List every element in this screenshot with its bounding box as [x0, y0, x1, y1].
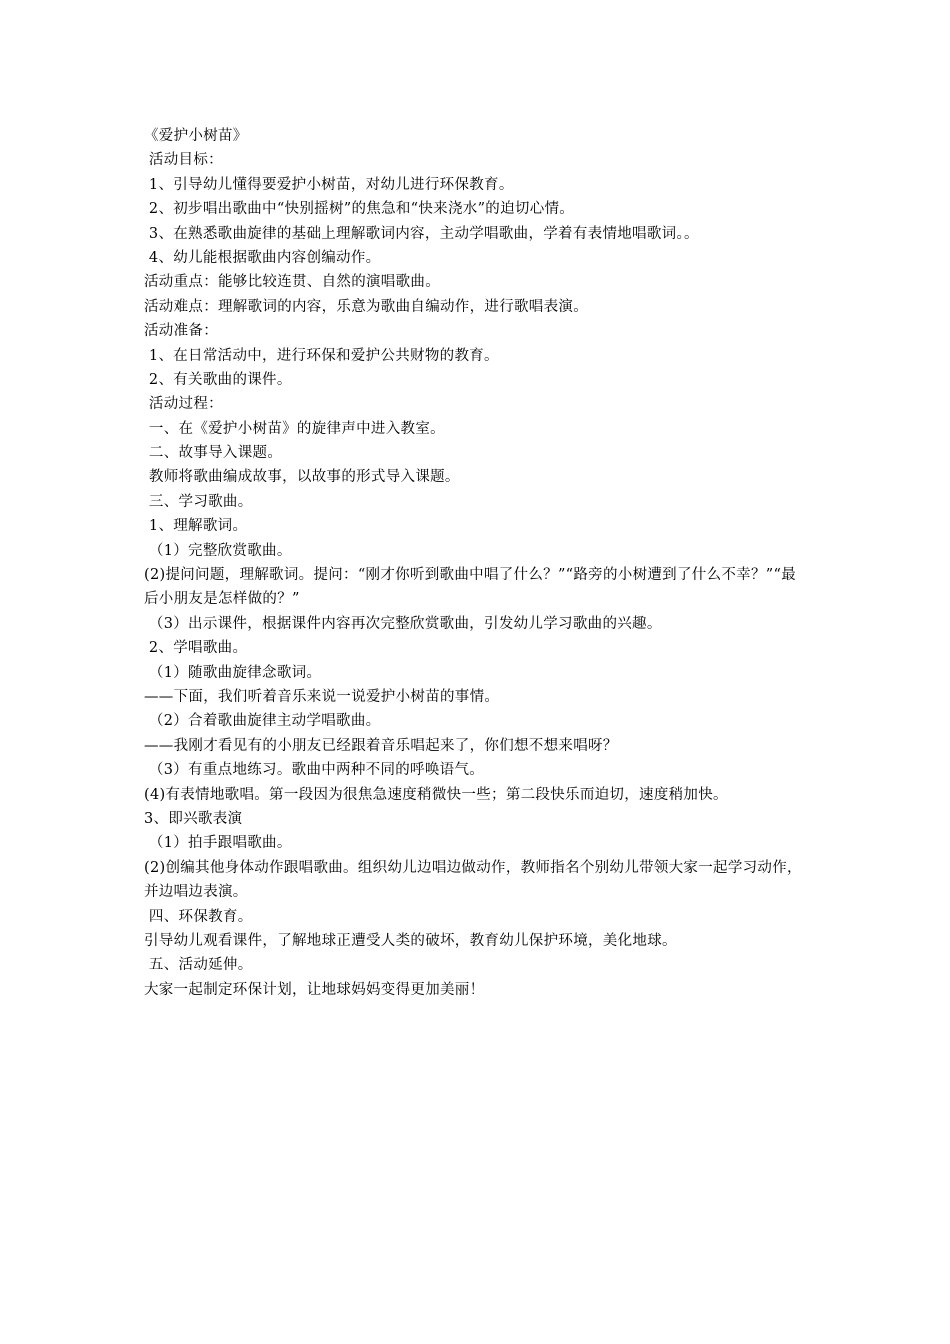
key-point-line: 活动重点：能够比较连贯、自然的演唱歌曲。: [144, 274, 440, 291]
substep-item-create-actions: (2)创编其他身体动作跟唱歌曲。组织幼儿边唱边做动作，教师指名个别幼儿带领大家一起学习动作，并边唱边表演。: [144, 859, 802, 901]
goal-item-3: 3、在熟悉歌曲旋律的基础上理解歌词内容，主动学唱歌曲，学着有表情地唱歌词。。: [144, 225, 699, 242]
substep-item: （1）拍手跟唱歌曲。: [144, 835, 292, 852]
process-step-3: 三、学习歌曲。: [144, 493, 253, 510]
substep-item: （1）完整欣赏歌曲。: [144, 542, 292, 559]
substep-item: （2）合着歌曲旋律主动学唱歌曲。: [144, 713, 381, 730]
process-step-2: 二、故事导入课题。: [144, 445, 283, 462]
goal-item-4: 4、幼儿能根据歌曲内容创编动作。: [144, 249, 381, 266]
process-step-2-detail: 教师将歌曲编成故事，以故事的形式导入课题。: [144, 469, 460, 486]
preparation-item-1: 1、在日常活动中，进行环保和爱护公共财物的教育。: [144, 347, 499, 364]
substep-item: (4)有表情地歌唱。第一段因为很焦急速度稍微快一些；第二段快乐而迫切，速度稍加快。: [144, 786, 728, 803]
section-heading-process: 活动过程：: [144, 396, 223, 413]
substep-learn-singing: 2、学唱歌曲。: [144, 640, 248, 657]
goal-item-2: 2、初步唱出歌曲中“快别摇树”的焦急和“快来浇水”的迫切心情。: [144, 201, 575, 218]
section-heading-preparation: 活动准备：: [144, 323, 218, 340]
difficulty-line: 活动难点：理解歌词的内容，乐意为歌曲自编动作，进行歌唱表演。: [144, 298, 588, 315]
process-step-1: 一、在《爱护小树苗》的旋律声中进入教室。: [144, 420, 445, 437]
document-title: 《爱护小树苗》: [144, 128, 248, 144]
dialogue-line: ——下面，我们听着音乐来说一说爱护小树苗的事情。: [144, 689, 500, 706]
section-heading-goals: 活动目标：: [144, 152, 223, 169]
process-step-5-detail: 大家一起制定环保计划，让地球妈妈变得更加美丽！: [144, 981, 485, 998]
substep-understand-lyrics: 1、理解歌词。: [144, 518, 248, 535]
preparation-item-2: 2、有关歌曲的课件。: [144, 371, 292, 388]
substep-item-questions: (2)提问问题，理解歌词。提问：“刚才你听到歌曲中唱了什么？”“路旁的小树遭到了什么不幸？”“最后小朋友是怎样做的？”: [144, 567, 796, 608]
process-step-4: 四、环保教育。: [144, 908, 253, 925]
substep-performance: 3、即兴歌表演: [144, 810, 243, 827]
document-page: [144, 124, 810, 1002]
process-step-4-detail: 引导幼儿观看课件，了解地球正遭受人类的破坏，教育幼儿保护环境，美化地球。: [144, 932, 677, 949]
goal-item-1: 1、引导幼儿懂得要爱护小树苗，对幼儿进行环保教育。: [144, 176, 514, 193]
process-step-5: 五、活动延伸。: [144, 957, 253, 974]
substep-item: （3）出示课件，根据课件内容再次完整欣赏歌曲，引发幼儿学习歌曲的兴趣。: [144, 615, 662, 632]
substep-item: （1）随歌曲旋律念歌词。: [144, 664, 322, 681]
dialogue-line: ——我刚才看见有的小朋友已经跟着音乐唱起来了，你们想不想来唱呀？: [144, 737, 618, 754]
substep-item: （3）有重点地练习。歌曲中两种不同的呼唤语气。: [144, 762, 485, 779]
